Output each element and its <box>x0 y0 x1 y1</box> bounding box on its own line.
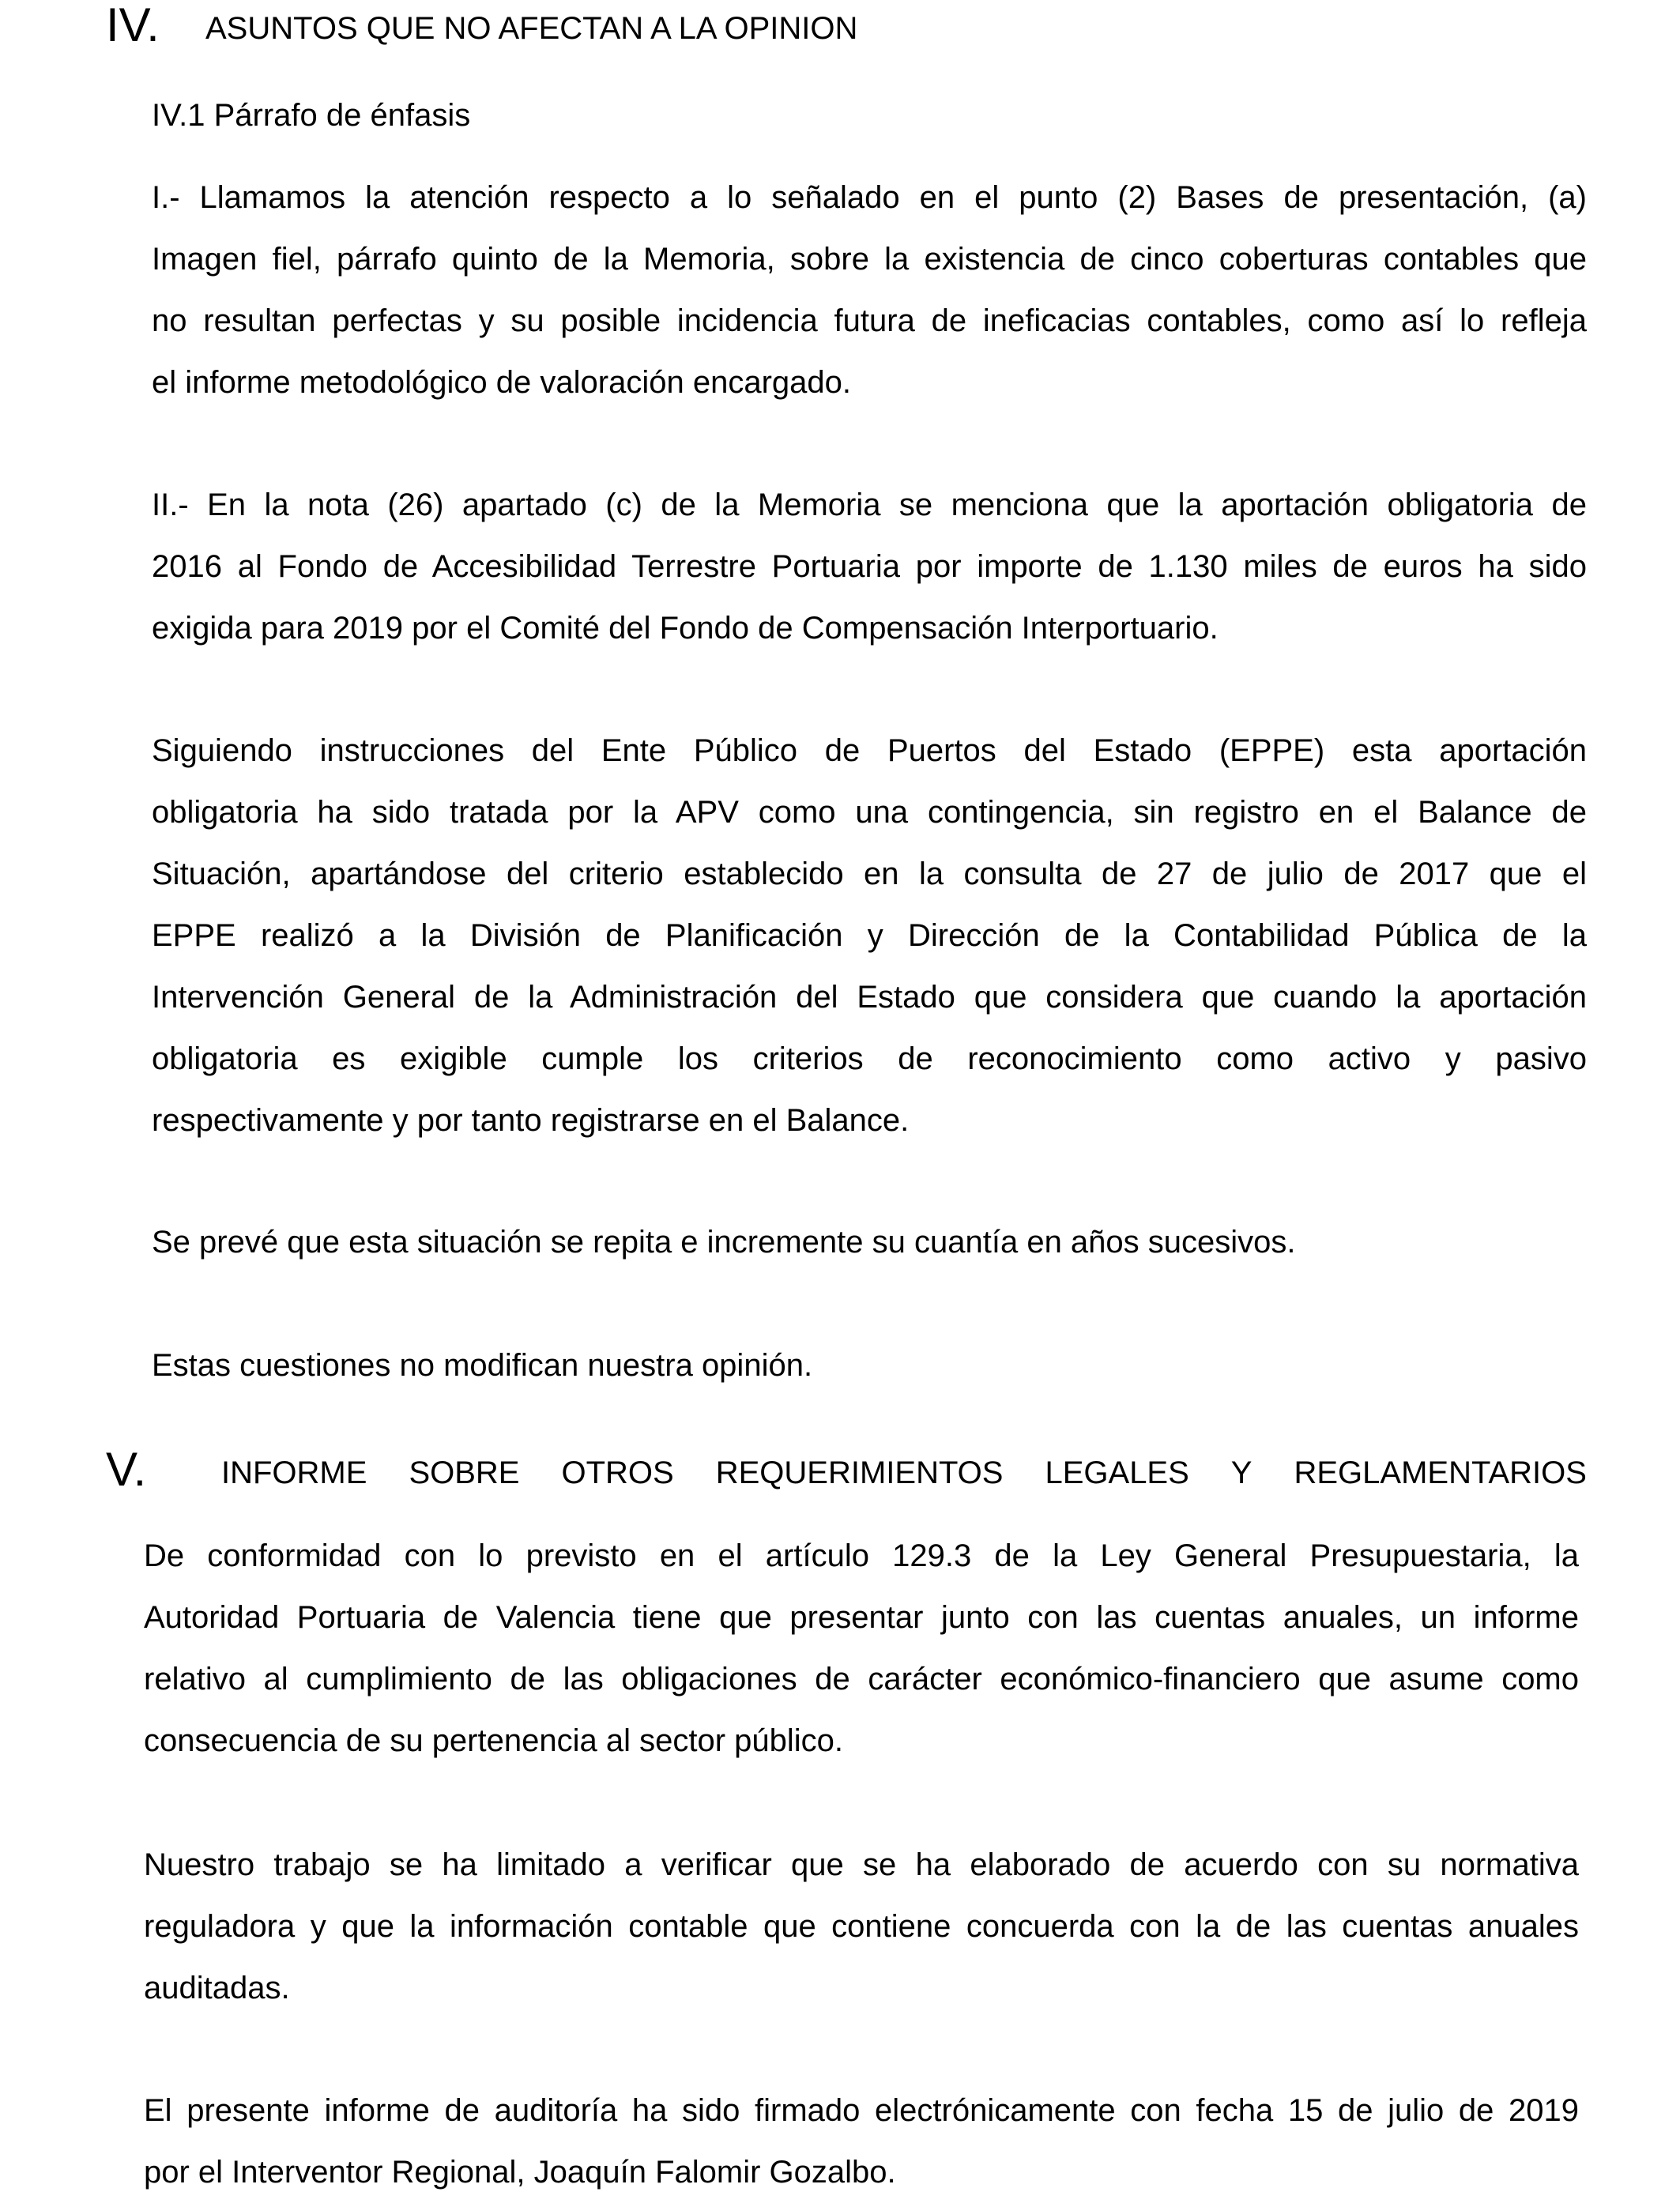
paragraph-line: obligatoria es exigible cumple los criterios de reconocimiento como activo y pasivo <box>152 1041 1587 1076</box>
paragraph-line: relativo al cumplimiento de las obligaciones de carácter económico-financiero que asume como <box>144 1662 1579 1696</box>
paragraph-el-presente <box>144 2080 1579 2203</box>
paragraph-line: obligatoria ha sido tratada por la APV como una contingencia, sin registro en el Balance de <box>152 795 1587 830</box>
paragraph-line: exigida para 2019 por el Comité del Fondo de Compensación Interportuario. <box>152 611 1219 646</box>
section-iv-subtitle: IV.1 Párrafo de énfasis <box>152 98 471 133</box>
section-v-numeral: V. <box>106 1443 147 1496</box>
paragraph-line: II.- En la nota (26) apartado (c) de la Memoria se menciona que la aportación obligatoria de <box>152 488 1587 522</box>
paragraph-nuestro-trabajo <box>144 1834 1579 2019</box>
section-iv-numeral: IV. <box>106 0 160 51</box>
paragraph-estas-cuestiones: Estas cuestiones no modifican nuestra opinión. <box>152 1348 813 1383</box>
paragraph-line: De conformidad con lo previsto en el artículo 129.3 de la Ley General Presupuestaria, la <box>144 1538 1579 1573</box>
paragraph-line: EPPE realizó a la División de Planificación y Dirección de la Contabilidad Pública de la <box>152 918 1587 953</box>
paragraph-line: Intervención General de la Administración del Estado que considera que cuando la aportación <box>152 980 1587 1015</box>
section-iv-title: ASUNTOS QUE NO AFECTAN A LA OPINION <box>205 11 858 46</box>
section-v-title-word: LEGALES <box>1045 1455 1189 1490</box>
paragraph-line: por el Interventor Regional, Joaquín Falomir Gozalbo. <box>144 2155 896 2190</box>
paragraph-line: respectivamente y por tanto registrarse en el Balance. <box>152 1103 910 1138</box>
paragraph-line: no resultan perfectas y su posible incidencia futura de ineficacias contables, como así lo refleja <box>152 303 1587 338</box>
paragraph-line: Siguiendo instrucciones del Ente Público de Puertos del Estado (EPPE) esta aportación <box>152 733 1587 768</box>
section-v-title <box>221 1457 1587 1489</box>
paragraph-i <box>152 167 1587 413</box>
paragraph-se-preve: Se prevé que esta situación se repita e incremente su cuantía en años sucesivos. <box>152 1225 1296 1260</box>
section-v-title-word: SOBRE <box>409 1455 520 1490</box>
paragraph-line: Situación, apartándose del criterio establecido en la consulta de 27 de julio de 2017 que el <box>152 857 1587 891</box>
paragraph-line: I.- Llamamos la atención respecto a lo señalado en el punto (2) Bases de presentación, (a) <box>152 180 1587 215</box>
paragraph-line: El presente informe de auditoría ha sido firmado electrónicamente con fecha 15 de julio de 2019 <box>144 2093 1579 2128</box>
section-v-title-word: Y <box>1230 1455 1252 1490</box>
paragraph-line: Imagen fiel, párrafo quinto de la Memoria, sobre la existencia de cinco coberturas contables que <box>152 242 1587 277</box>
paragraph-line: reguladora y que la información contable que contiene concuerda con la de las cuentas anuales <box>144 1909 1579 1944</box>
paragraph-ii <box>152 474 1587 659</box>
paragraph-line: auditadas. <box>144 1971 290 2005</box>
section-v-title-word: REQUERIMIENTOS <box>715 1455 1004 1490</box>
paragraph-line: Nuestro trabajo se ha limitado a verificar que se ha elaborado de acuerdo con su normativa <box>144 1847 1579 1882</box>
section-v-title-word: OTROS <box>561 1455 674 1490</box>
paragraph-line: consecuencia de su pertenencia al sector público. <box>144 1723 843 1758</box>
section-v-title-word: REGLAMENTARIOS <box>1294 1455 1587 1490</box>
paragraph-line: Autoridad Portuaria de Valencia tiene que presentar junto con las cuentas anuales, un informe <box>144 1600 1579 1635</box>
paragraph-line: el informe metodológico de valoración encargado. <box>152 365 851 400</box>
section-v-title-word: INFORME <box>221 1455 367 1490</box>
paragraph-line: 2016 al Fondo de Accesibilidad Terrestre Portuaria por importe de 1.130 miles de euros ha sido <box>152 549 1587 584</box>
paragraph-siguiendo <box>152 720 1587 1151</box>
paragraph-de-conformidad <box>144 1525 1579 1772</box>
